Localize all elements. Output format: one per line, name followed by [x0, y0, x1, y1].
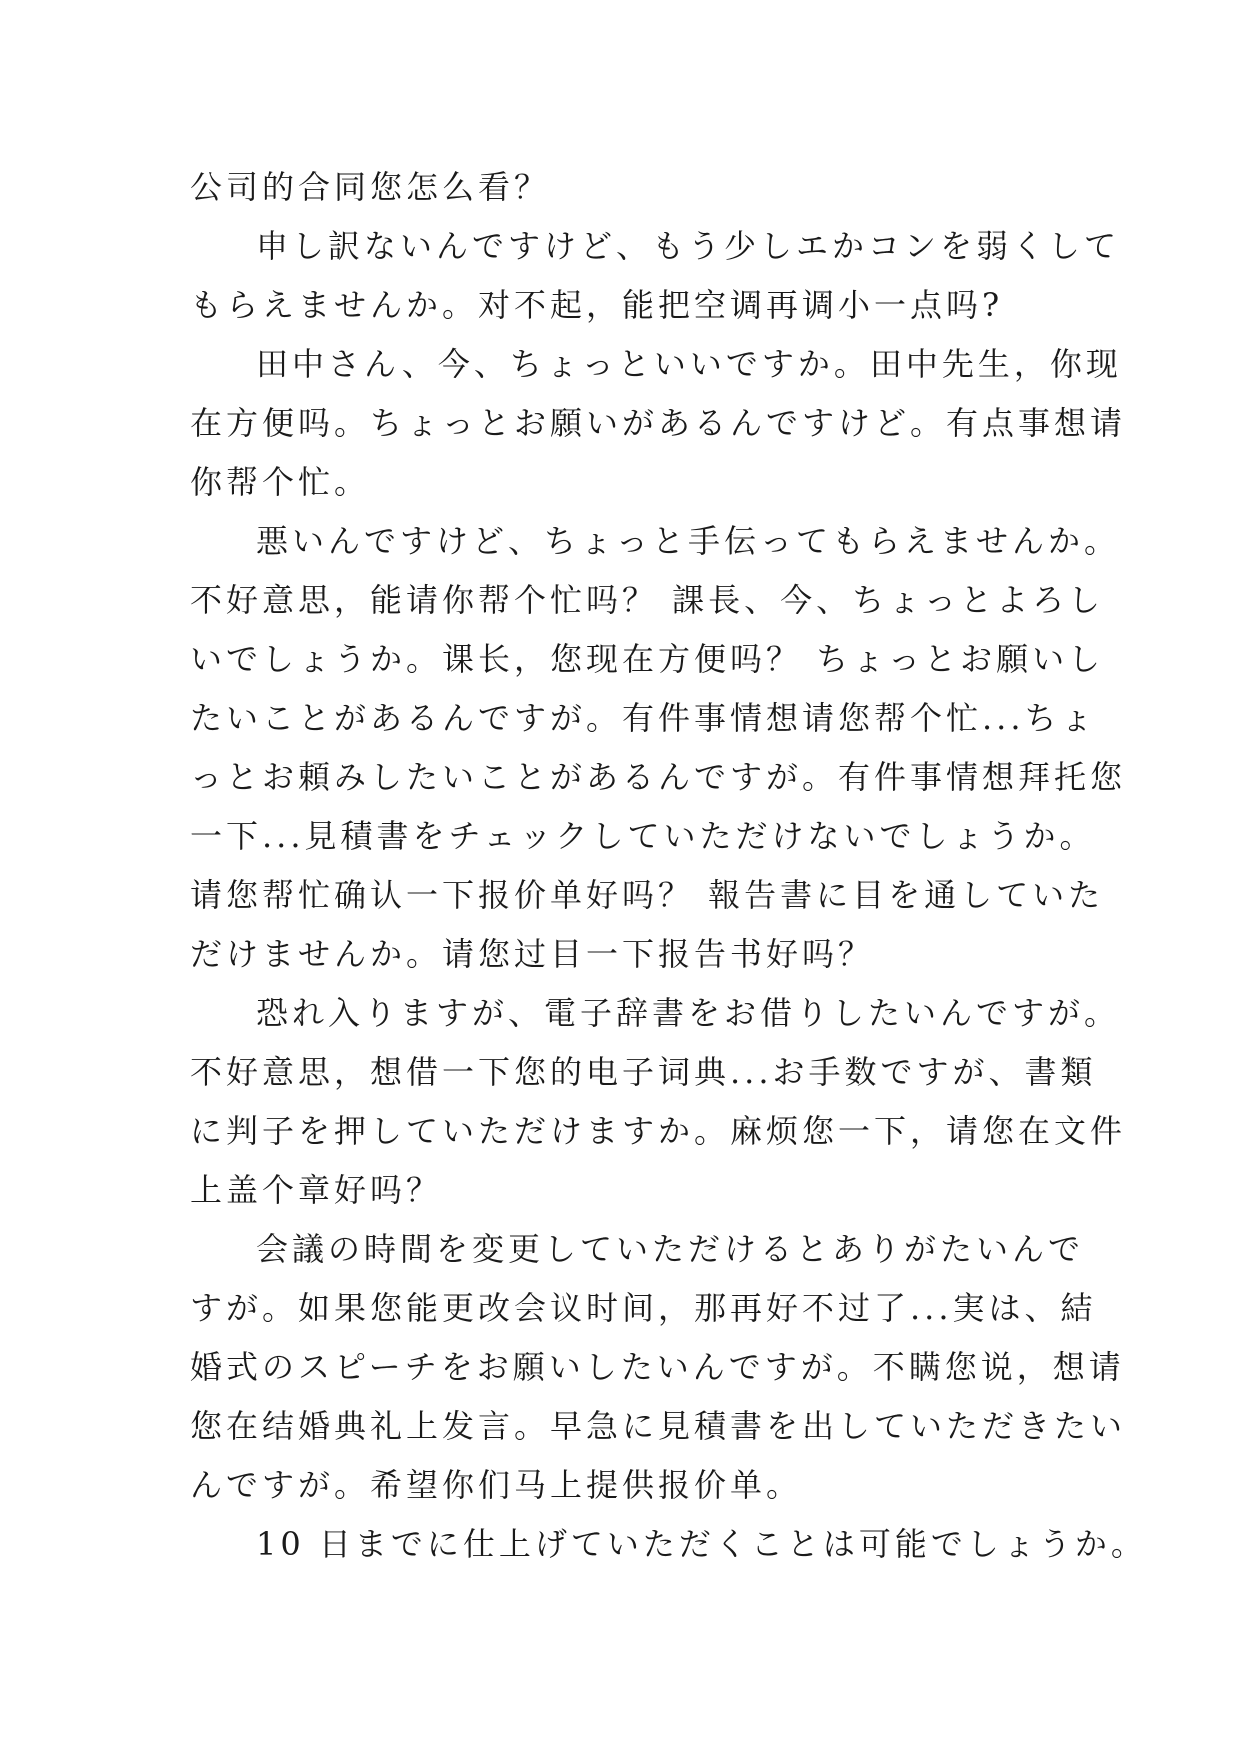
- text-line: 公司的合同您怎么看？: [190, 168, 551, 206]
- text-line: 申し訳ないんですけど、もう少しエかコンを弱くして: [256, 227, 1121, 265]
- text-line: 恐れ入りますが、電子辞書をお借りしたいんですが。: [256, 994, 1121, 1032]
- text-line: 请您帮忙确认一下报价单好吗？ 報告書に目を通していた: [190, 876, 1105, 914]
- text-line: 您在结婚典礼上发言。早急に見積書を出していただきたい: [190, 1407, 1127, 1445]
- text-line: 田中さん、今、ちょっといいですか。田中先生，你现: [256, 345, 1122, 383]
- text-line: いでしょうか。课长，您现在方便吗？ ちょっとお願いし: [190, 640, 1105, 678]
- text-line: 婚式のスピーチをお願いしたいんですが。不瞒您说，想请: [190, 1348, 1125, 1386]
- text-line: っとお頼みしたいことがあるんですが。有件事情想拜托您: [190, 758, 1127, 796]
- text-line: 悪いんですけど、ちょっと手伝ってもらえませんか。: [256, 522, 1121, 560]
- text-line: 会議の時間を変更していただけるとありがたいんで: [256, 1230, 1085, 1268]
- text-line: 在方便吗。ちょっとお願いがあるんですけど。有点事想请: [190, 404, 1127, 442]
- text-line: 10 日までに仕上げていただくことは可能でしょうか。: [256, 1525, 1147, 1563]
- text-line: んですが。希望你们马上提供报价单。: [190, 1466, 803, 1504]
- text-line: すが。如果您能更改会议时间，那再好不过了...実は、結: [190, 1289, 1097, 1327]
- text-line: もらえませんか。对不起，能把空调再调小一点吗?: [190, 286, 1004, 324]
- text-line: だけませんか。请您过目一下报告书好吗？: [190, 935, 875, 973]
- text-line: 不好意思，能请你帮个忙吗？ 課長、今、ちょっとよろし: [190, 581, 1105, 619]
- text-line: に判子を押していただけますか。麻烦您一下，请您在文件: [190, 1112, 1127, 1150]
- text-line: 一下...見積書をチェックしていただけないでしょうか。: [190, 817, 1096, 855]
- text-line: 不好意思，想借一下您的电子词典...お手数ですが、書類: [190, 1053, 1097, 1091]
- text-line: たいことがあるんですが。有件事情想请您帮个忙...ちょ: [190, 699, 1097, 737]
- text-line: 你帮个忙。: [190, 463, 371, 501]
- body-text: [190, 158, 1147, 1574]
- text-line: 上盖个章好吗？: [190, 1171, 443, 1209]
